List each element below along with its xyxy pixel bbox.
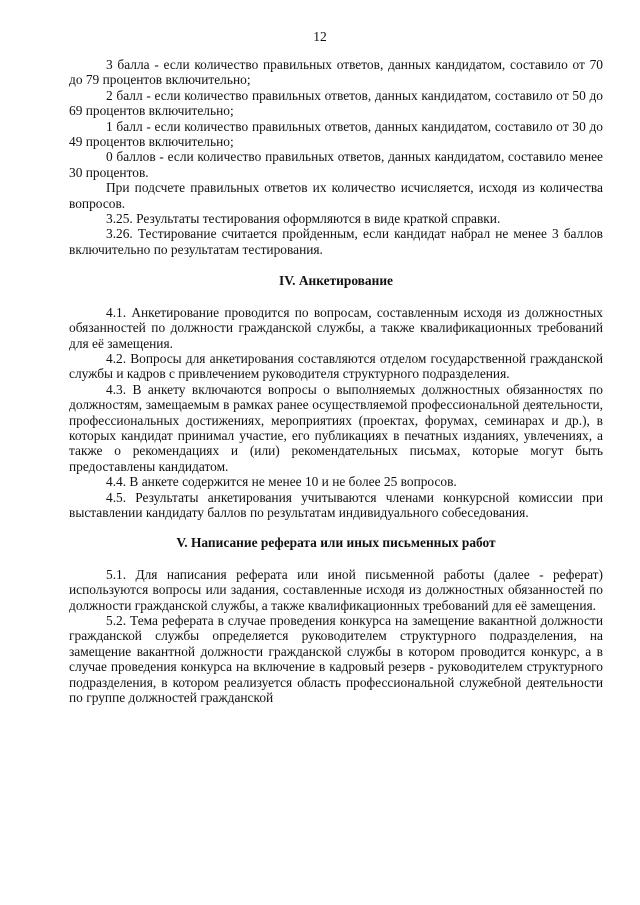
paragraph-3-25: 3.25. Результаты тестирования оформляются в виде краткой справки. (106, 211, 501, 227)
document-body (69, 57, 603, 705)
paragraph-counting: При подсчете правильных ответов их количество исчисляется, исходя из количества вопросов. (69, 180, 603, 211)
paragraph-4-3: 4.3. В анкету включаются вопросы о выполняемых должностных обязанностях по должностям, замещаемым в рамках ранее осуществляемой профессиональной деятельности, профессиональных достижениях, мероприятиях (проектах, форумах, семинарах и др.), в которых кандидат принимал участие, его публикациях в печатных изданиях, увлечениях, а также о рекомендациях и (или) рекомендательных письмах, которые могут быть предоставлены кандидатом. (69, 381, 603, 474)
page-number: 12 (313, 29, 327, 44)
paragraph-4-4: 4.4. В анкете содержится не менее 10 и не более 25 вопросов. (106, 474, 457, 490)
paragraph-score-3: 3 балла - если количество правильных ответов, данных кандидатом, составило от 70 до 79 процентов включительно; (69, 57, 603, 88)
paragraph-score-0: 0 баллов - если количество правильных ответов, данных кандидатом, составило менее 30 процентов. (69, 149, 603, 180)
paragraph-3-26: 3.26. Тестирование считается пройденным, если кандидат набрал не менее 3 баллов включительно по результатам тестирования. (69, 226, 603, 257)
paragraph-5-2: 5.2. Тема реферата в случае проведения конкурса на замещение вакантной должности гражданской службы определяется руководителем структурного подразделения, на замещение вакантной должности гражданской службы в котором проводится конкурс, а в случае проведения конкурса на включение в кадровый резерв - руководителем структурного подразделения, в котором реализуется область профессиональной служебной деятельности по группе должностей гражданской (69, 613, 603, 706)
section-heading-iv: IV. Анкетирование (279, 273, 393, 289)
paragraph-5-1: 5.1. Для написания реферата или иной письменной работы (далее - реферат) используются вопросы или задания, составленные исходя из должностных обязанностей по должности гражданской службы, а также квалификационных требований для её замещения. (69, 566, 603, 613)
paragraph-4-2: 4.2. Вопросы для анкетирования составляются отделом государственной гражданской службы и кадров с привлечением руководителя структурного подразделения. (69, 350, 603, 382)
paragraph-4-1: 4.1. Анкетирование проводится по вопросам, составленным исходя из должностных обязанностей по должности гражданской службы, а также квалификационных требований для её замещения. (69, 304, 603, 351)
paragraph-score-1: 1 балл - если количество правильных ответов, данных кандидатом, составило от 30 до 49 процентов включительно; (69, 118, 603, 150)
paragraph-score-2: 2 балл - если количество правильных ответов, данных кандидатом, составило от 50 до 69 процентов включительно; (69, 87, 603, 119)
paragraph-4-5: 4.5. Результаты анкетирования учитываются членами конкурсной комиссии при выставлении кандидату баллов по результатам индивидуального собеседования. (69, 489, 603, 520)
section-heading-v: V. Написание реферата или иных письменных работ (176, 535, 496, 551)
